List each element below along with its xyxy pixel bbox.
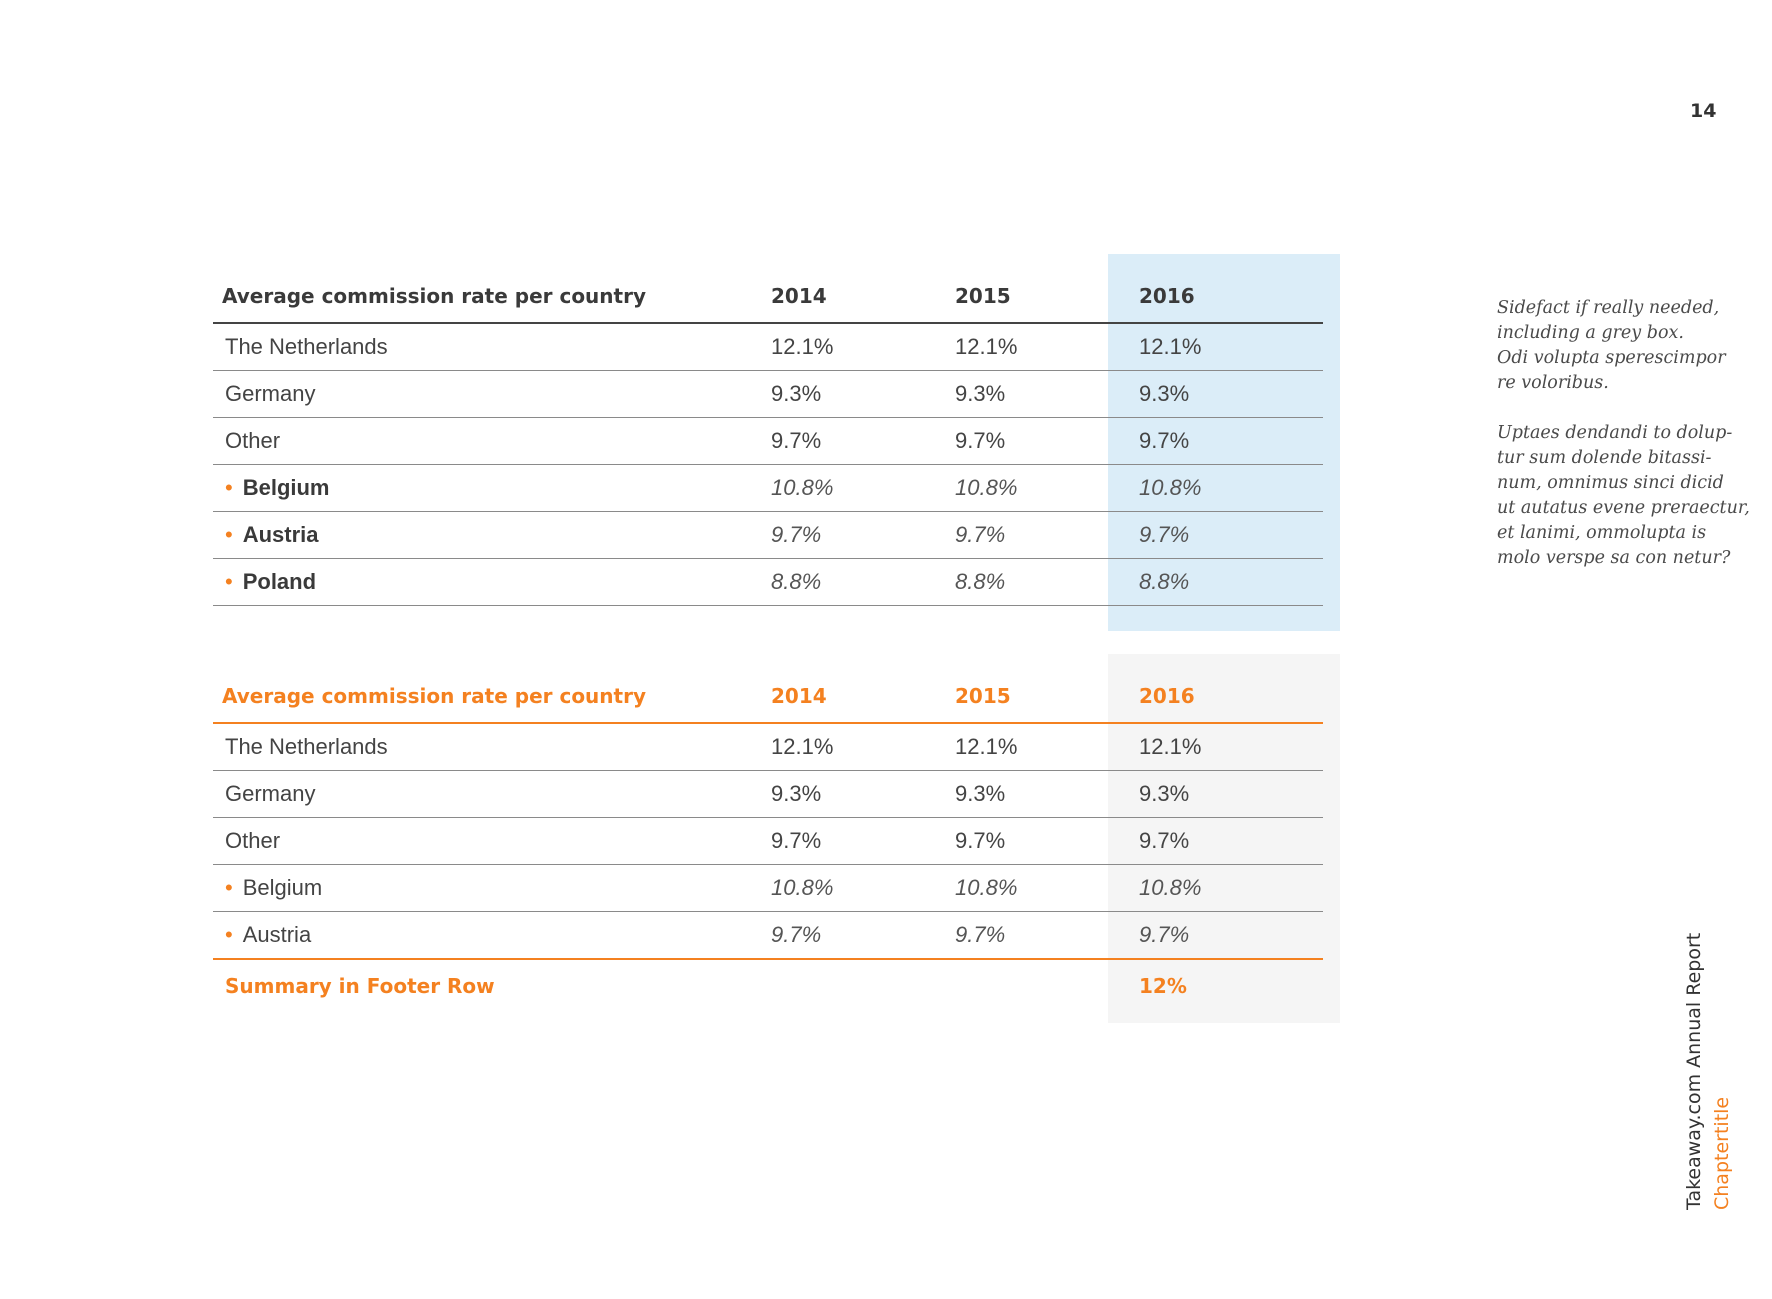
- table-footer-row: [213, 959, 1323, 1012]
- cell-value: 12.1%: [771, 323, 955, 371]
- cell-value: 8.8%: [771, 559, 955, 606]
- header-year: 2016: [1139, 669, 1323, 723]
- row-label: [213, 559, 771, 606]
- page-number: 14: [1690, 100, 1717, 122]
- table-row: [213, 465, 1323, 512]
- cell-value: 9.3%: [955, 371, 1139, 418]
- footer-value: 12%: [1139, 974, 1187, 998]
- sidefact-line: Odi volupta sperescimpor: [1497, 348, 1726, 368]
- footer-empty-cell: [771, 959, 955, 1012]
- table-header-row: [213, 269, 1323, 323]
- row-label: Other: [213, 418, 771, 465]
- table-row: [213, 771, 1323, 818]
- cell-value: 12.1%: [1139, 723, 1323, 771]
- cell-value: 10.8%: [1139, 465, 1323, 512]
- bullet-icon: •: [225, 922, 233, 947]
- row-label: [213, 912, 771, 960]
- chapter-title: Chaptertitle: [1711, 1096, 1733, 1210]
- sidefact-line: Uptaes dendandi to dolup-: [1497, 423, 1733, 443]
- cell-value: 10.8%: [955, 465, 1139, 512]
- bullet-icon: •: [225, 475, 233, 500]
- commission-table-2: [213, 669, 1323, 1012]
- sidefact: [1497, 296, 1767, 596]
- cell-value: 9.7%: [955, 912, 1139, 960]
- table-row: [213, 323, 1323, 371]
- cell-value: 9.7%: [771, 912, 955, 960]
- cell-value: 9.7%: [771, 512, 955, 559]
- cell-value: 9.7%: [1139, 418, 1323, 465]
- table-row: [213, 865, 1323, 912]
- cell-value: 9.3%: [1139, 771, 1323, 818]
- sidefact-paragraph-2: [1497, 421, 1767, 571]
- row-label-text: Belgium: [242, 475, 330, 500]
- cell-value: 12.1%: [955, 723, 1139, 771]
- header-year: 2016: [1139, 269, 1323, 323]
- cell-value: 9.7%: [771, 818, 955, 865]
- report-title: Takeaway.com Annual Report: [1683, 932, 1705, 1210]
- cell-value: 12.1%: [955, 323, 1139, 371]
- table-header-row: [213, 669, 1323, 723]
- table-row: [213, 512, 1323, 559]
- sidefact-line: num, omnimus sinci dicid: [1497, 473, 1724, 493]
- cell-value: 9.7%: [1139, 512, 1323, 559]
- cell-value: 10.8%: [955, 865, 1139, 912]
- row-label-text: Austria: [242, 922, 312, 947]
- vertical-footer: [1680, 933, 1736, 1210]
- row-label: [213, 465, 771, 512]
- sidefact-line: et lanimi, ommolupta is: [1497, 523, 1707, 543]
- cell-value: 8.8%: [955, 559, 1139, 606]
- sidefact-line: re voloribus.: [1497, 373, 1609, 393]
- cell-value: 9.7%: [1139, 912, 1323, 960]
- sidefact-paragraph-1: [1497, 296, 1767, 396]
- cell-value: 12.1%: [771, 723, 955, 771]
- table-row: [213, 818, 1323, 865]
- commission-table-1: [213, 269, 1323, 606]
- sidefact-line: Sidefact if really needed,: [1497, 298, 1720, 318]
- header-label: Average commission rate per country: [213, 669, 771, 723]
- cell-value: 9.3%: [955, 771, 1139, 818]
- row-label: Other: [213, 818, 771, 865]
- table-row: [213, 371, 1323, 418]
- sidefact-line: ut autatus evene preraectur,: [1497, 498, 1750, 518]
- footer-label: Summary in Footer Row: [225, 974, 495, 998]
- row-label-text: Poland: [242, 569, 317, 594]
- cell-value: 9.7%: [1139, 818, 1323, 865]
- header-year: 2015: [955, 269, 1139, 323]
- footer-empty-cell: [955, 959, 1139, 1012]
- row-label: The Netherlands: [213, 323, 771, 371]
- cell-value: 10.8%: [1139, 865, 1323, 912]
- cell-value: 9.3%: [771, 371, 955, 418]
- sidefact-line: including a grey box.: [1497, 323, 1684, 343]
- sidefact-line: molo verspe sa con netur?: [1497, 548, 1731, 568]
- header-year: 2015: [955, 669, 1139, 723]
- table-row: [213, 418, 1323, 465]
- row-label: [213, 865, 771, 912]
- row-label: [213, 512, 771, 559]
- cell-value: 9.7%: [955, 418, 1139, 465]
- row-label: The Netherlands: [213, 723, 771, 771]
- cell-value: 8.8%: [1139, 559, 1323, 606]
- bullet-icon: •: [225, 875, 233, 900]
- row-label-text: Austria: [242, 522, 319, 547]
- header-label: Average commission rate per country: [213, 269, 771, 323]
- cell-value: 9.3%: [1139, 371, 1323, 418]
- cell-value: 9.7%: [955, 512, 1139, 559]
- cell-value: 10.8%: [771, 465, 955, 512]
- bullet-icon: •: [225, 522, 233, 547]
- cell-value: 12.1%: [1139, 323, 1323, 371]
- table-row: [213, 912, 1323, 960]
- header-year: 2014: [771, 269, 955, 323]
- sidefact-line: tur sum dolende bitassi-: [1497, 448, 1712, 468]
- row-label: Germany: [213, 771, 771, 818]
- cell-value: 9.7%: [955, 818, 1139, 865]
- table-row: [213, 559, 1323, 606]
- row-label: Germany: [213, 371, 771, 418]
- row-label-text: Belgium: [242, 875, 323, 900]
- table-row: [213, 723, 1323, 771]
- cell-value: 9.7%: [771, 418, 955, 465]
- bullet-icon: •: [225, 569, 233, 594]
- cell-value: 10.8%: [771, 865, 955, 912]
- header-year: 2014: [771, 669, 955, 723]
- cell-value: 9.3%: [771, 771, 955, 818]
